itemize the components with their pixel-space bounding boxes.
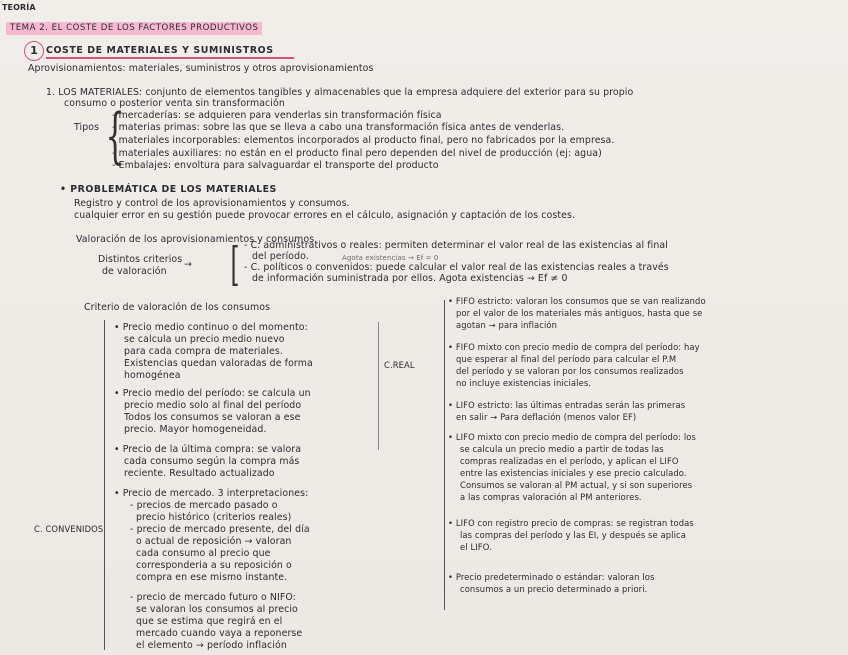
right-item: • LIFO con registro precio de compras: se registran todas	[448, 518, 694, 529]
registro-line: Registro y control de los aprovisionamientos y consumos.	[74, 198, 350, 209]
right-column-bracket	[444, 300, 445, 610]
right-item: • FIFO estricto: valoran los consumos que se van realizando	[448, 296, 706, 307]
left-column-bracket	[104, 320, 105, 650]
problematica-title: • PROBLEMÁTICA DE LOS MATERIALES	[60, 184, 277, 195]
right-item: del período y se valoran por los consumos realizados	[456, 366, 684, 376]
left-item: • Precio de la última compra: se valora	[114, 444, 301, 455]
tipo-item: - materias primas: sobre las que se lleva a cabo una transformación física antes de venderlas.	[112, 122, 565, 133]
left-item: precio. Mayor homogeneidad.	[124, 424, 267, 435]
section-title-underline	[46, 57, 294, 59]
left-item: corresponderia a su reposición o	[136, 560, 292, 571]
creal-bracket	[378, 322, 379, 450]
right-item: se calcula un precio medio a partir de todas las	[460, 444, 664, 454]
creal-label: C.REAL	[384, 360, 415, 370]
c-admin-line-1: - C. administrativos o reales: permiten determinar el valor real de las existencias al final	[244, 240, 668, 251]
right-item: no incluye existencias iniciales.	[456, 378, 592, 388]
left-item: compra en ese mismo instante.	[136, 572, 288, 583]
aprovisionamientos-line: Aprovisionamientos: materiales, suministros y otros aprovisionamientos	[28, 63, 374, 74]
section-title: COSTE DE MATERIALES Y SUMINISTROS	[46, 45, 274, 56]
left-item: que se estima que regirá en el	[136, 616, 283, 627]
left-item: Todos los consumos se valoran a ese	[124, 412, 301, 423]
tema-title: TEMA 2. EL COSTE DE LOS FACTORES PRODUCTIVOS	[6, 22, 262, 35]
right-item: por el valor de los materiales más antiguos, hasta que se	[456, 308, 703, 318]
left-item: para cada compra de materiales.	[124, 346, 283, 357]
left-item: reciente. Resultado actualizado	[124, 468, 275, 479]
c-admin-line-2: del período.	[252, 251, 309, 262]
left-item: Existencias quedan valoradas de forma	[124, 358, 313, 369]
left-item: homogénea	[124, 370, 181, 381]
c-politicos-line-1: - C. políticos o convenidos: puede calcular el valor real de las existencias reales a través	[244, 262, 669, 273]
left-item: el elemento → período inflación	[136, 640, 287, 651]
tipo-item: - materiales incorporables: elementos incorporados al producto final, pero no fabricados por la empresa.	[112, 135, 615, 146]
left-item: • Precio de mercado. 3 interpretaciones:	[114, 488, 308, 499]
left-item: cada consumo al precio que	[136, 548, 271, 559]
right-item: las compras del período y las EI, y después se aplica	[460, 530, 686, 540]
right-item: • LIFO mixto con precio medio de compra del período: los	[448, 432, 696, 443]
c-politicos-line-2: de información suministrada por ellos. Agota existencias → Ef ≠ 0	[252, 273, 568, 284]
right-item: agotan → para inflación	[456, 320, 558, 330]
criterios-brace: [	[230, 237, 240, 291]
tipos-brace: {	[105, 101, 125, 171]
right-item: entre las existencias iniciales y ese precio calculado.	[460, 468, 687, 478]
c-admin-note: Agota existencias → Ef = 0	[342, 254, 439, 262]
distintos-criterios-label-2: de valoración	[102, 266, 167, 277]
convenidos-label: C. CONVENIDOS	[34, 524, 104, 534]
registro-line-2: cualquier error en su gestión puede provocar errores en el cálculo, asignación y captación de los costes.	[74, 210, 576, 221]
left-item: o actual de reposición → valoran	[136, 536, 292, 547]
right-item: que esperar al final del período para calcular el P.M	[456, 354, 677, 364]
left-item: se valoran los consumos al precio	[136, 604, 298, 615]
distintos-criterios-label: Distintos criterios	[98, 254, 183, 265]
left-item: precio histórico (criterios reales)	[136, 512, 292, 523]
materiales-definition-1: 1. LOS MATERIALES: conjunto de elementos tangibles y almacenables que la empresa adquiere del exterior para su propio	[46, 87, 634, 98]
right-item: en salir → Para deflación (menos valor EF)	[456, 412, 637, 422]
right-item: compras realizadas en el período, y aplican el LIFO	[460, 456, 679, 466]
left-item: mercado cuando vaya a reponerse	[136, 628, 303, 639]
valoracion-line: Valoración de los aprovisionamientos y consumos.	[76, 234, 318, 245]
right-item: • LIFO estricto: las últimas entradas serán las primeras	[448, 400, 685, 411]
tipos-label: Tipos	[74, 122, 100, 133]
left-item: precio medio solo al final del período	[124, 400, 302, 411]
left-item: se calcula un precio medio nuevo	[124, 334, 285, 345]
right-item: a las compras valoración al PM anteriores.	[460, 492, 642, 502]
section-number-badge: 1	[24, 41, 44, 61]
teoria-label: TEORÍA	[2, 3, 36, 12]
right-item: el LIFO.	[460, 542, 492, 552]
right-item: • FIFO mixto con precio medio de compra del período: hay	[448, 342, 700, 353]
right-item: Consumos se valoran al PM actual, y si son superiores	[460, 480, 693, 490]
left-item: - precio de mercado futuro o NIFO:	[130, 592, 296, 603]
right-item: consumos a un precio determinado a priori.	[460, 584, 648, 594]
criterio-title: Criterio de valoración de los consumos	[84, 302, 271, 313]
tipo-item: - Embalajes: envoltura para salvaguardar el transporte del producto	[112, 160, 439, 171]
materiales-definition-2: consumo o posterior venta sin transformación	[64, 98, 285, 109]
left-item: - precios de mercado pasado o	[130, 500, 278, 511]
arrow-icon: →	[184, 259, 192, 270]
left-item: - precio de mercado presente, del día	[130, 524, 310, 535]
right-item: • Precio predeterminado o estándar: valoran los	[448, 572, 654, 583]
tipo-item: - mercaderías: se adquieren para venderlas sin transformación física	[112, 110, 442, 121]
left-item: • Precio medio continuo o del momento:	[114, 322, 308, 333]
tipo-item: - materiales auxiliares: no están en el producto final pero dependen del nivel de producción (ej: agua)	[112, 148, 602, 159]
left-item: cada consumo según la compra más	[124, 456, 300, 467]
left-item: • Precio medio del período: se calcula un	[114, 388, 311, 399]
